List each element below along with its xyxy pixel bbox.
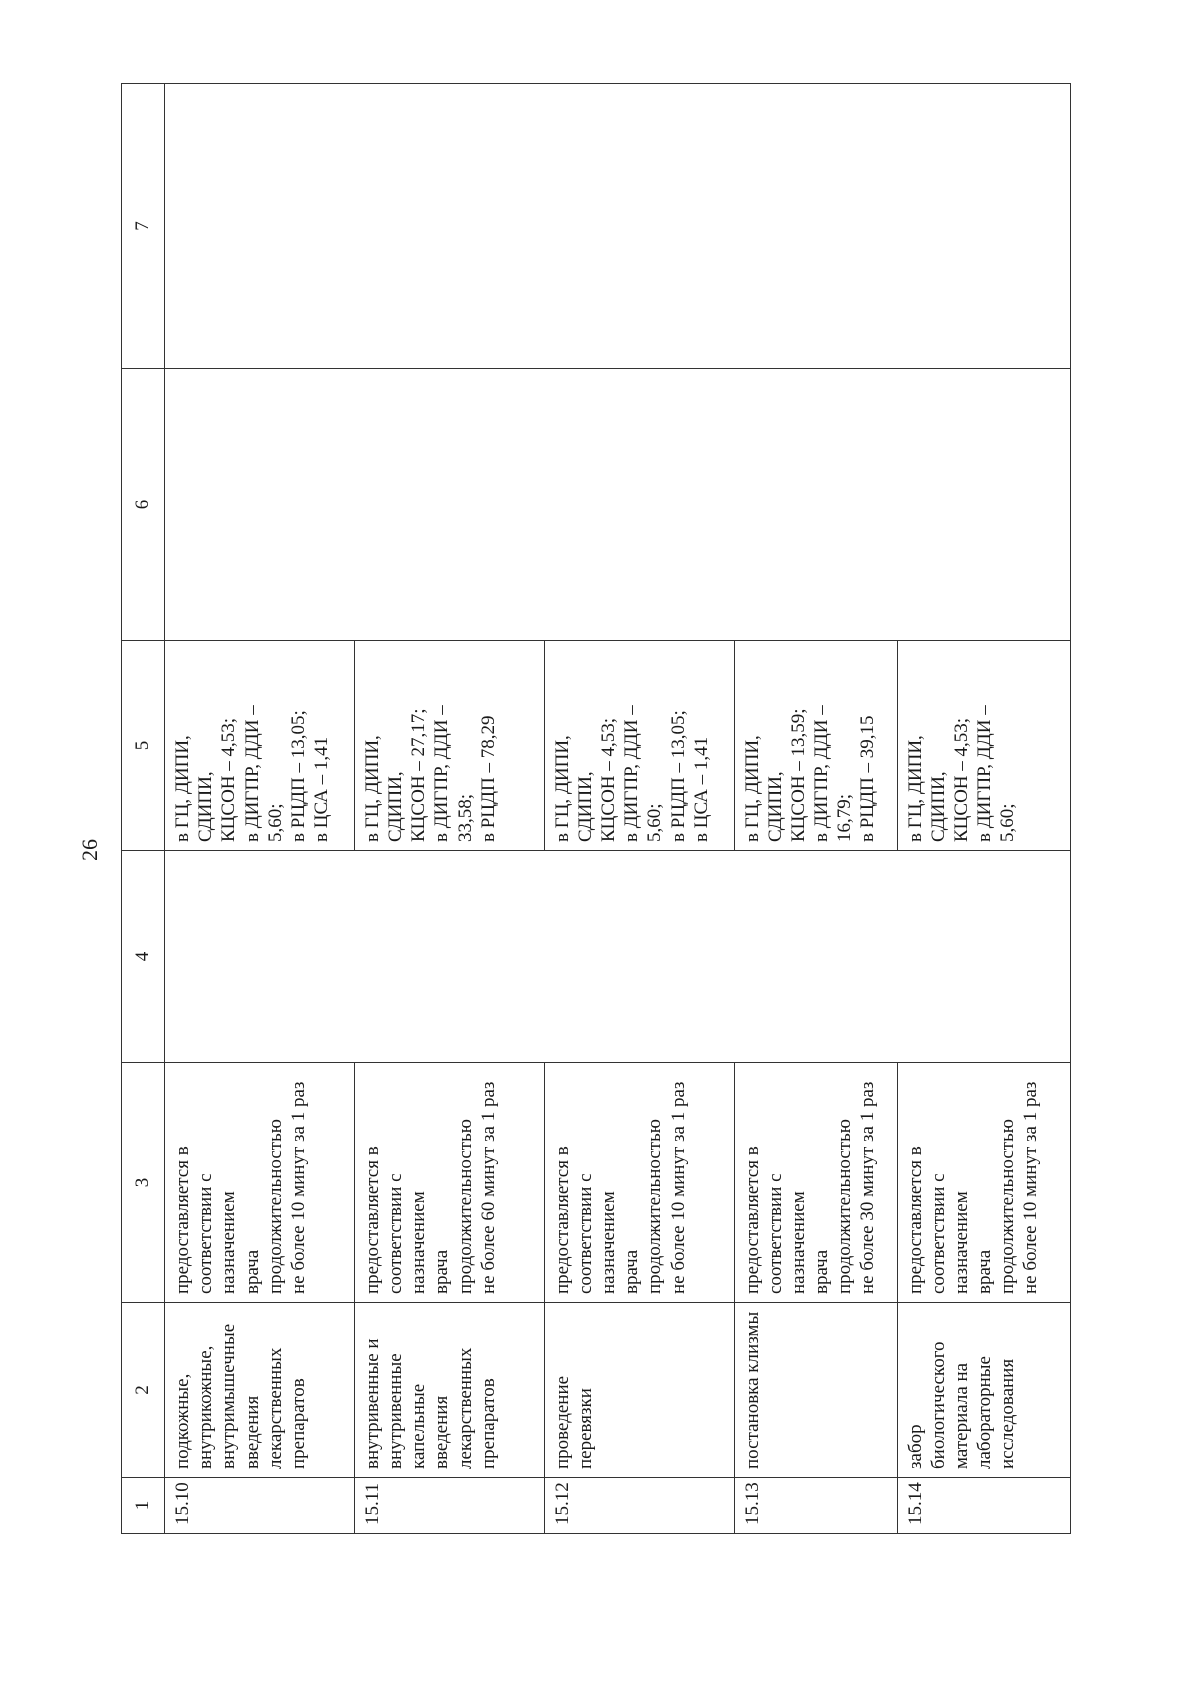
tariff bbox=[897, 641, 1070, 851]
tariff-text: в ГЦ, ДИПИ, СДИПИ, КЦСОН – 4,53; в ДИГПР, ДДИ – 5,60; в РЦДП – 13,05; в ЦСА – 1,41 bbox=[172, 705, 333, 842]
tariff bbox=[354, 641, 544, 851]
services-table bbox=[121, 83, 1071, 1534]
row-number bbox=[544, 1478, 734, 1534]
tariff-text: в ГЦ, ДИПИ, СДИПИ, КЦСОН – 4,53; в ДИГПР, ДДИ – 5,60; в РЦДП – 13,05; в ЦСА – 1,41 bbox=[551, 705, 712, 842]
service-condition-text: предоставляется в соответствии с назначением врача продолжительностью не более 60 минут за 1 раз bbox=[361, 1081, 499, 1294]
service-name-text: внутривенные и внутривенные капельные введения лекарственных препаратов bbox=[361, 1338, 499, 1469]
service-name-text: забор биологического материала на лабораторные исследования bbox=[904, 1341, 1019, 1469]
row-number-text: 15.10 bbox=[172, 1482, 193, 1525]
column-header-2: 2 bbox=[122, 1303, 165, 1478]
service-condition bbox=[897, 1063, 1070, 1303]
empty-cell-col7 bbox=[165, 84, 1071, 369]
page-number: 26 bbox=[77, 839, 102, 861]
service-condition-text: предоставляется в соответствии с назначением врача продолжительностью не более 30 минут за 1 раз bbox=[741, 1081, 879, 1294]
tariff bbox=[165, 641, 355, 851]
row-number-text: 15.12 bbox=[551, 1482, 573, 1525]
service-condition bbox=[544, 1063, 734, 1303]
tariff-text: в ГЦ, ДИПИ, СДИПИ, КЦСОН – 4,53; в ДИГПР, ДДИ – 5,60; bbox=[904, 705, 1019, 842]
tariff bbox=[734, 641, 897, 851]
service-name-text: проведение перевязки bbox=[551, 1375, 596, 1469]
column-header-4: 4 bbox=[122, 851, 165, 1063]
column-header-1: 1 bbox=[122, 1478, 165, 1534]
row-number bbox=[165, 1478, 355, 1534]
service-condition-text: предоставляется в соответствии с назначением врача продолжительностью не более 10 минут за 1 раз bbox=[904, 1081, 1042, 1294]
service-condition bbox=[734, 1063, 897, 1303]
column-header-3: 3 bbox=[122, 1063, 165, 1303]
service-name bbox=[897, 1303, 1070, 1478]
column-header-5: 5 bbox=[122, 641, 165, 851]
row-number-text: 15.14 bbox=[904, 1482, 926, 1525]
column-header-6: 6 bbox=[122, 369, 165, 641]
column-header-7: 7 bbox=[122, 84, 165, 369]
row-number bbox=[354, 1478, 544, 1534]
service-name-text: подкожные, внутрикожные, внутримышечные введения лекарственных препаратов bbox=[172, 1323, 309, 1469]
service-condition bbox=[165, 1063, 355, 1303]
tariff bbox=[544, 641, 734, 851]
service-name-text: постановка клизмы bbox=[741, 1311, 763, 1469]
row-number-text: 15.13 bbox=[741, 1482, 763, 1525]
row-number bbox=[897, 1478, 1070, 1534]
service-name bbox=[734, 1303, 897, 1478]
header-row bbox=[122, 84, 165, 1534]
row-number bbox=[734, 1478, 897, 1534]
table-rotation-frame bbox=[121, 84, 1071, 1534]
service-condition-text: предоставляется в соответствии с назначением врача продолжительностью не более 10 минут за 1 раз bbox=[172, 1081, 309, 1294]
service-name bbox=[354, 1303, 544, 1478]
tariff-text: в ГЦ, ДИПИ, СДИПИ, КЦСОН – 13,59; в ДИГПР, ДДИ – 16,79; в РЦДП – 39,15 bbox=[741, 705, 879, 842]
row-number-text: 15.11 bbox=[361, 1482, 383, 1525]
rotated-table-container bbox=[121, 84, 1071, 1534]
service-name bbox=[544, 1303, 734, 1478]
tariff-text: в ГЦ, ДИПИ, СДИПИ, КЦСОН – 27,17; в ДИГПР, ДДИ – 33,58; в РЦДП – 78,29 bbox=[361, 705, 499, 842]
service-name bbox=[165, 1303, 355, 1478]
empty-cell-col6 bbox=[165, 369, 1071, 641]
table-row bbox=[165, 84, 355, 1534]
service-condition bbox=[354, 1063, 544, 1303]
service-condition-text: предоставляется в соответствии с назначением врача продолжительностью не более 10 минут за 1 раз bbox=[551, 1081, 689, 1294]
empty-cell-col4 bbox=[165, 851, 1071, 1063]
